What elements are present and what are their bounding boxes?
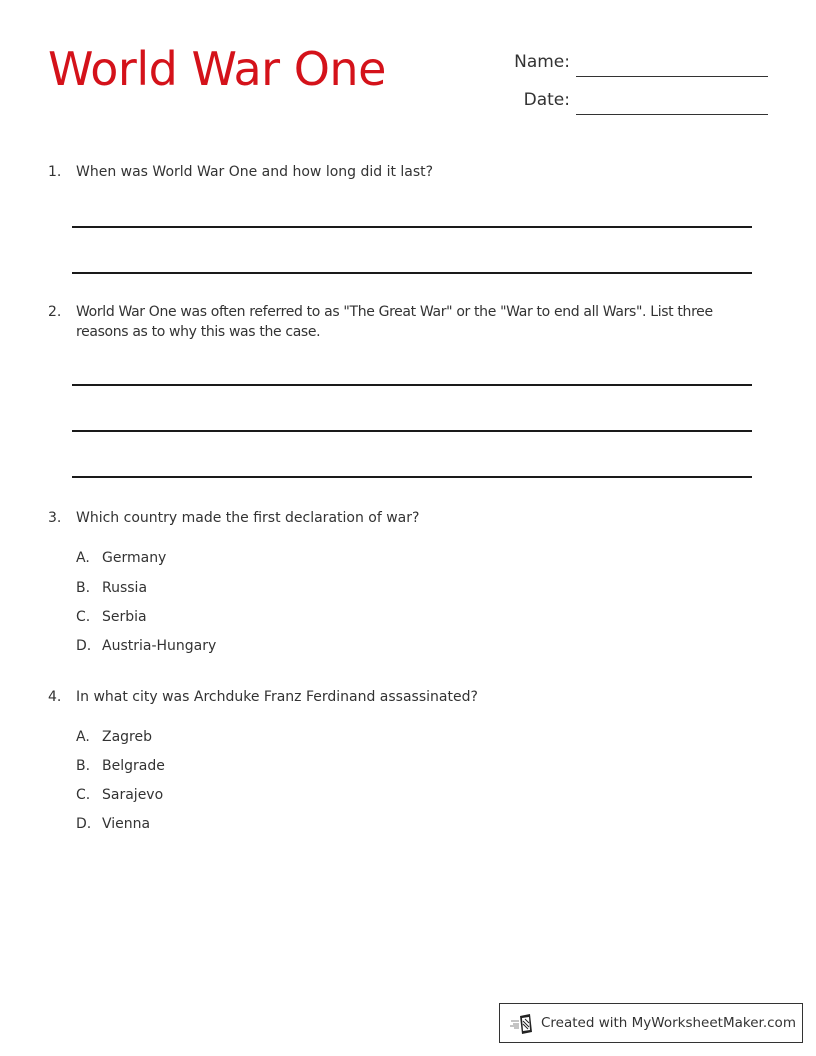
question-number: 4. [48,689,62,705]
option-letter: C. [76,609,91,625]
option-letter: D. [76,816,92,832]
option-text: Zagreb [102,729,153,745]
created-with-badge[interactable] [499,1003,803,1043]
date-input-line[interactable] [576,114,768,115]
answer-line[interactable] [72,430,752,432]
option-text: Austria-Hungary [102,638,217,654]
option-letter: D. [76,638,92,654]
option-letter: A. [76,550,90,566]
question-2 [48,302,768,342]
question-number: 3. [48,510,62,526]
question-text: In what city was Archduke Franz Ferdinand assassinated? [76,689,478,705]
question-number: 1. [48,164,62,180]
option-text: Sarajevo [102,787,164,803]
answer-line[interactable] [72,272,752,274]
option-letter: A. [76,729,90,745]
question-4 [48,687,768,707]
question-text: When was World War One and how long did it last? [76,164,434,180]
question-text: Which country made the first declaration of war? [76,510,420,526]
option-text: Vienna [102,816,151,832]
answer-line[interactable] [72,384,752,386]
option-letter: B. [76,580,91,596]
answer-line[interactable] [72,476,752,478]
question-text-line-2: reasons as to why this was the case. [76,324,321,340]
question-number: 2. [48,304,62,320]
option-letter: B. [76,758,91,774]
option-letter: C. [76,787,91,803]
option-text: Serbia [102,609,147,625]
name-input-line[interactable] [576,76,768,77]
option-text: Russia [102,580,148,596]
question-text-line-1: World War One was often referred to as "The Great War" or the "War to end all Wars". List three [76,304,713,320]
name-label: Name: [514,52,570,72]
option-text: Belgrade [102,758,165,774]
footer-text: Created with MyWorksheetMaker.com [541,1015,796,1031]
worksheet-maker-logo-icon [510,1014,536,1034]
question-3 [48,508,768,528]
page-title: World War One [48,42,386,96]
date-label: Date: [523,90,570,110]
option-text: Germany [102,550,167,566]
answer-line[interactable] [72,226,752,228]
question-1 [48,162,768,182]
